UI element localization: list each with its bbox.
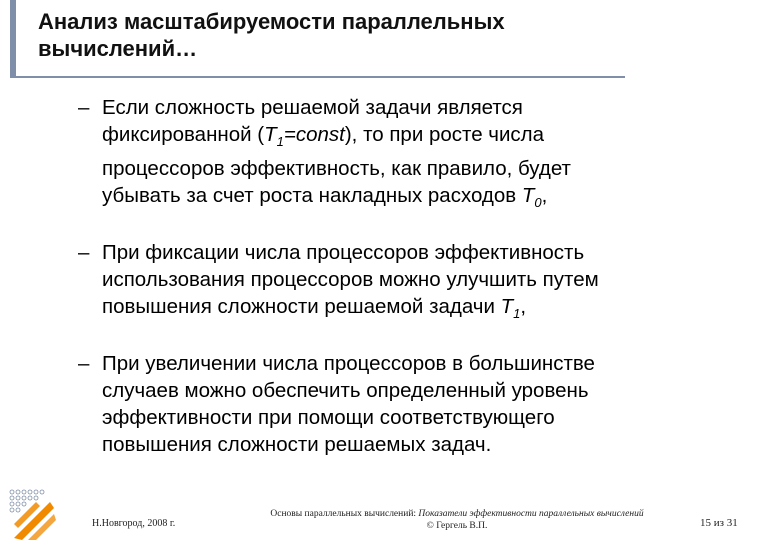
bullet-2-line-2: использования процессоров можно улучшить путем bbox=[102, 268, 599, 292]
bullet-1-line-1: Если сложность решаемой задачи является bbox=[102, 96, 523, 119]
title-underline bbox=[10, 76, 625, 78]
bullet-list bbox=[78, 94, 728, 481]
slide-title bbox=[38, 8, 658, 62]
bullet-text-2 bbox=[102, 239, 599, 327]
bullet-1-line-2: фиксированной $(T_1=const)$, то при росте числа bbox=[102, 123, 545, 150]
footer-city-year: Н.Новгород, 2008 г. bbox=[92, 518, 176, 529]
footer-author: © Гергель В.П. bbox=[426, 521, 488, 531]
bullet-item-2 bbox=[78, 239, 728, 327]
bullet-3-line-4: повышения сложности решаемых задач. bbox=[102, 433, 492, 457]
bullet-1-line-4: убывать за счет роста накладных расходов $T_0$, bbox=[102, 184, 548, 211]
footer-course-prefix: Основы параллельных вычислений: bbox=[270, 509, 419, 519]
bullet-text-1 bbox=[102, 94, 571, 216]
footer-course-line bbox=[242, 508, 672, 520]
bullet-3-line-1: При увеличении числа процессоров в большинстве bbox=[102, 352, 595, 376]
unn-logo-icon bbox=[6, 488, 58, 540]
bullet-2-line-3: повышения сложности решаемой задачи $T_1$, bbox=[102, 295, 527, 322]
bullet-text-3 bbox=[102, 350, 595, 458]
bullet-dash: – bbox=[78, 241, 90, 265]
bullet-item-1 bbox=[78, 94, 728, 216]
bullet-3-line-3: эффективности при помощи соответствующего bbox=[102, 406, 555, 430]
page-number: 15 из 31 bbox=[700, 517, 738, 529]
footer-course-topic: Показатели эффективности параллельных вычислений bbox=[418, 509, 644, 519]
title-line-2: вычислений… bbox=[38, 36, 198, 61]
bullet-dash: – bbox=[78, 352, 90, 376]
bullet-1-line-3: процессоров эффективность, как правило, будет bbox=[102, 157, 571, 181]
bullet-2-line-1: При фиксации числа процессоров эффективность bbox=[102, 241, 585, 265]
title-accent-bar bbox=[10, 0, 16, 78]
footer-course-info bbox=[242, 508, 672, 532]
title-line-1: Анализ масштабируемости параллельных bbox=[38, 9, 505, 34]
bullet-3-line-2: случаев можно обеспечить определенный уровень bbox=[102, 379, 589, 403]
bullet-item-3 bbox=[78, 350, 728, 458]
bullet-dash: – bbox=[78, 96, 90, 119]
